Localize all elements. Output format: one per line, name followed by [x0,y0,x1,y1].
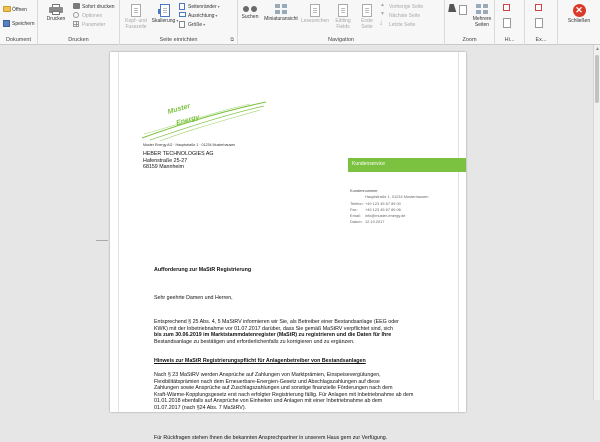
quick-print-label: Sofort drucken [82,3,115,10]
address-line: HEBER TECHNOLOGIES AG [143,151,214,157]
paragraph-line: Flexibilitätsprämien nach dem Erneuerbare-Energien-Gesetz und Abschlagszahlungen auf diese [154,378,380,385]
letter-greeting: Sehr geehrte Damen und Herren, [154,295,233,301]
address-line: Hafenstraße 25-27 [143,157,188,164]
info-row: Email: info@muster-energy.de [350,213,406,219]
paragraph-line: Nach § 23 MaStRV werden Ansprüche auf Zahlungen von Marktprämien, Einspeisevergütungen, [154,372,381,378]
prev-page-label: Vorherige Seite [389,3,424,10]
save-label: Speichern [12,20,35,27]
size-label: Größe [188,21,203,28]
recipient-address [143,151,214,171]
multiple-pages-button[interactable] [471,4,493,28]
group-hintergrund [495,0,525,45]
cursor-icon [448,4,458,16]
group-label-navigation: Navigation [328,37,354,43]
close-button[interactable] [564,4,594,24]
last-page-button[interactable] [380,21,415,28]
thumbnails-icon [275,4,288,15]
open-label: Öffnen [12,6,27,13]
margins-button[interactable] [179,3,220,10]
orientation-button[interactable] [179,12,217,19]
folder-open-icon [3,6,11,12]
scaling-icon [160,4,170,17]
group-label-hi: Hi... [504,37,515,43]
editing-fields-button[interactable] [331,4,355,30]
margin-guide-right [458,52,459,412]
next-page-label: Nächste Seite [389,12,421,19]
parameters-label: Parameter [82,21,106,28]
parameters-icon [73,21,79,27]
section-heading: Hinweis zur MaStR Registrierungspflicht für Anlagenbetreiber von Bestandsanlagen [154,358,366,364]
multiple-pages-icon [476,4,489,15]
bookmarks-label: Lesezeichen [300,18,330,24]
sender-line: Muster Energy AG · Hauptstraße 1 · 01234 Musterhausen [143,143,236,147]
paragraph-line: Zahlungen sowie Ansprüche auf Zuschlagszahlungen und sonstige finanzielle Förderungen nach dem [154,385,393,392]
last-page-label: Letzte Seite [389,21,416,28]
vertical-scrollbar[interactable] [593,45,600,400]
save-button[interactable] [3,20,35,27]
group-export [525,0,558,45]
print-button[interactable] [44,4,68,22]
paragraph-line: 01.07.2017 (nach §24 Abs. 7 MaStRV). [154,404,247,411]
orientation-label: Ausrichtung [188,12,215,19]
editing-fields-label: Editing Fields [335,18,351,30]
printer-icon [49,4,63,15]
scroll-up-icon[interactable]: ▲ [595,46,600,52]
export-icon [535,4,542,11]
document-viewport[interactable] [0,45,593,441]
open-button[interactable] [3,6,27,13]
options-button[interactable] [73,12,102,19]
multiple-pages-label: Mehrere Seiten [472,16,492,28]
quick-print-button[interactable] [73,3,115,10]
quick-print-icon [73,3,80,9]
orientation-icon [179,12,186,17]
dialog-launcher-icon[interactable]: ⧉ [230,37,234,43]
scaling-label: Skalierung▾ [151,18,179,24]
company-logo [140,100,270,142]
close-label: Schließen [567,18,591,24]
margins-icon [179,3,185,10]
export-button[interactable] [535,4,544,11]
paragraph-1 [154,319,399,345]
hand-tool-button[interactable] [459,5,468,12]
prev-page-button[interactable] [380,3,423,10]
header-footer-label: Kopf- und Fusszeile [125,18,147,30]
margin-guide-left [118,52,119,412]
bookmarks-button[interactable] [301,4,329,24]
chevron-down-icon: ▾ [203,21,206,27]
group-zoom [445,0,495,45]
scroll-thumb[interactable] [595,55,599,103]
group-label-drucken: Drucken [68,37,89,43]
background-icon [503,4,510,11]
arrow-up-icon: ▲ [380,2,385,8]
thumbnails-label: Miniaturansicht [264,16,298,22]
editing-fields-icon [338,4,348,17]
ribbon-toolbar [0,0,600,45]
email-button[interactable] [535,18,544,25]
next-page-button[interactable] [380,12,420,19]
background-button[interactable] [503,4,512,11]
logo-text-muster: Muster [167,102,192,116]
size-button[interactable] [179,21,205,28]
search-label: Suchen [241,14,259,20]
scaling-button[interactable] [153,4,177,24]
header-footer-icon [131,4,141,17]
paragraph-line: Entsprechend § 25 Abs. 4, 5 MaStRV informieren wir Sie, als Betreiber einer Bestandsanlage (EEG oder [154,319,399,325]
watermark-button[interactable] [503,18,512,25]
pointer-button[interactable] [447,4,459,16]
info-row: Telefon: +49 123 45 67 89 00 [350,200,401,206]
margins-label: Seitenränder [188,3,217,10]
gear-icon [73,12,79,18]
document-page [110,52,466,441]
info-row: Fax: +49 123 45 67 89 06 [350,206,401,212]
group-dokument [0,0,38,45]
paragraph-line: bis zum 30.06.2019 im Marktstammdatenregister (MaStR) zu registrieren und die Daten für Ihre [154,332,392,339]
first-page-icon [362,4,372,17]
fold-mark [96,240,108,241]
group-seite-einrichten [120,0,238,45]
info-row: Hauptstraße 1, 01234 Musterhausen [365,194,429,200]
paragraph-line: Bestandsanlage zu bestätigen und erforderlichenfalls zu korrigieren und zu ergänzen. [154,338,355,345]
info-box-title: Kundenservice [352,161,386,167]
paragraph-line: KWK) mit der Inbetriebnahme vor 01.07.2017 darüber, dass Sie gemäß MaStRV verpflichtet sind, sich [154,325,393,332]
bookmark-icon [310,4,320,17]
chevron-down-icon: ▾ [215,12,218,18]
paragraph-line: Kraft-Wärme-Kopplungsgesetz erst nach erfolgter Registrierung fällig. Für Anlagen mit Inbetriebnahme ab dem [154,391,414,398]
group-close [558,0,600,45]
arrow-last-icon: ⤓ [380,20,383,26]
group-label-ex: Ex... [535,37,547,43]
address-line: 68159 Mannheim [143,164,184,171]
print-label: Drucken [46,16,66,22]
watermark-icon [503,18,511,28]
paragraph-3: Für Rückfragen stehen Ihnen die bekannten Ansprechpartner in unserem Haus gern zur Verfügung. [154,435,388,441]
info-box-header [348,158,466,172]
thumbnails-button[interactable] [262,4,300,22]
group-navigation [238,0,445,45]
save-icon [3,20,10,27]
close-icon: ✕ [573,4,586,17]
arrow-down-icon: ▼ [380,11,385,17]
first-page-button[interactable] [357,4,377,30]
chevron-down-icon: ▾ [217,3,220,9]
group-label-seite: Seite einrichten [159,37,198,43]
first-page-label: Erste Seite [361,18,373,30]
email-icon [535,18,543,28]
group-drucken [38,0,120,45]
group-label-dokument: Dokument [5,37,32,43]
info-row: Datum: 12.10.2017 [350,219,385,225]
chevron-down-icon: ▾ [176,18,179,23]
letter-subject: Aufforderung zur MaStR Registrierung [154,267,252,273]
page-size-icon [179,21,185,28]
logo-swoosh [140,100,270,142]
group-label-zoom: Zoom [462,37,477,43]
options-label: Optionen [82,12,103,19]
info-heading: Kundennummer [350,188,378,193]
paragraph-line: 01.01.2018 ebenfalls auf Ansprüche von Einheiten und Anlagen mit einer Inbetriebnahme ab dem [154,398,383,405]
contact-info [350,188,428,226]
logo-text-energy: Energy [175,113,201,128]
search-button[interactable] [240,4,260,20]
binoculars-icon [243,4,257,13]
hand-icon [459,5,467,15]
parameters-button[interactable] [73,21,105,28]
paragraph-2 [154,372,413,412]
header-footer-button[interactable] [122,4,150,30]
